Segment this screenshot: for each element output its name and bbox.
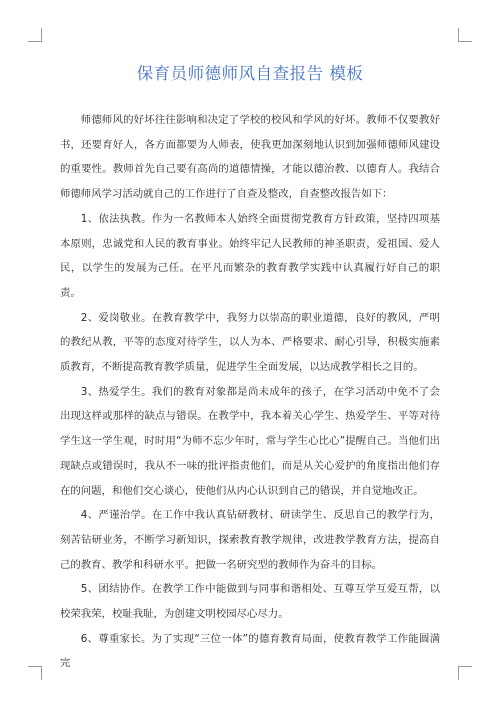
paragraph-4: 4、严谨治学。在工作中我认真钻研教材、研读学生、反思自己的教学行为，刻苦钻研业务，不断学习新知识，探索教育教学规律，改进教学教育方法，提高自己的教育、教学和科研水平。把做一名研究型的教师作为奋斗的目标。: [60, 509, 440, 571]
document-body: [60, 108, 440, 676]
paragraph-2: 2、爱岗敬业。在教育教学中，我努力以崇高的职业道德，良好的教风，严明的教纪从教，平等的态度对待学生，以人为本、严格要求、耐心引导，积极实施素质教育，不断提高教育教学质量，促进学生全面发展，以达成教学相长之目的。: [60, 311, 440, 374]
paragraph-intro: 师德师风的好坏往往影响和决定了学校的校风和学风的好坏。教师不仅要教好书，还要育好人，各方面都要为人师表，使我更加深刻地认识到加强师德师风建设的重要性。教师首先自己要有高尚的道德情操，才能以德治教、以德育人。我结合师德师风学习活动就自己的工作进行了自查及整改，自查整改报告如下：: [60, 114, 440, 201]
corner-mark-top-left: [28, 28, 42, 42]
paragraph-5: 5、团结协作。在教学工作中能做到与同事和谐相处、互尊互学互爱互帮，以校荣我荣，校耻我耻，为创建文明校园尽心尽力。: [60, 583, 440, 621]
paragraph-1: 1、依法执教。作为一名教师本人始终全面贯彻党教育方针政策，坚持四项基本原则，忠诚党和人民的教育事业。始终牢记人民教师的神圣职责，爱祖国、爱人民，以学生的发展为己任。在平凡而繁杂的教育教学实践中认真履行好自己的职责。: [60, 212, 440, 299]
document-title: 保育员师德师风自查报告 模板: [136, 64, 364, 83]
corner-mark-bottom-left: [28, 666, 42, 680]
paragraph-6: 6、尊重家长。为了实现“三位一体”的德育教育局面，使教育教学工作能圆满完: [60, 632, 440, 670]
paragraph-3: 3、热爱学生。我们的教育对象都是尚未成年的孩子，在学习活动中免不了会出现这样或那样的缺点与错误。在教学中，我本着关心学生、热爱学生、平等对待学生这一学生观，时时用“为师不忘少年时，常与学生心比心”提醒自己。当他们出现缺点或错误时，我从不一味的批评指责他们，而是从关心爱护的角度指出他们存在的问题，和他们交心谈心，使他们从内心认识到自己的错误，并自觉地改正。: [60, 385, 440, 497]
corner-mark-top-right: [458, 28, 472, 42]
corner-mark-bottom-right: [458, 666, 472, 680]
